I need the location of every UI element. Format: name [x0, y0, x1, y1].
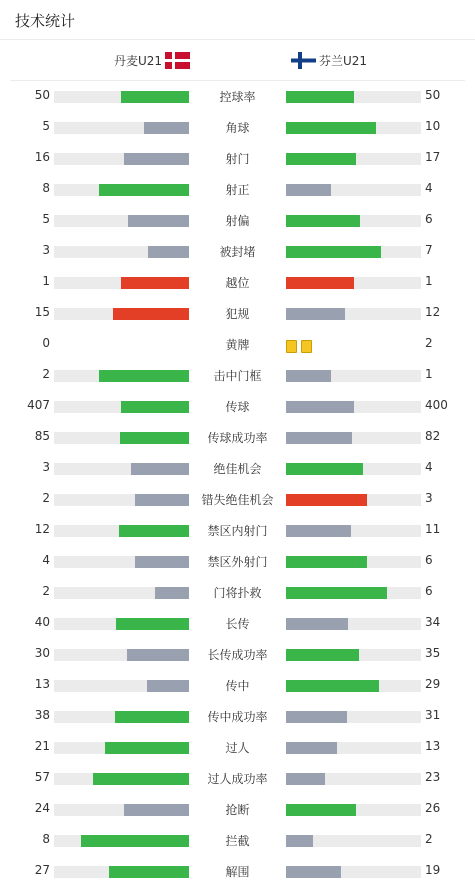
away-yellow-cards — [286, 338, 316, 357]
home-team-name: 丹麦U21 — [113, 54, 162, 68]
away-stat-bar — [286, 432, 421, 444]
home-stat-value: 16 — [34, 150, 50, 164]
away-stat-bar-fill — [286, 711, 347, 723]
home-stat-value: 57 — [34, 770, 50, 784]
away-stat-bar — [286, 804, 421, 816]
away-stat-bar-fill — [286, 463, 363, 475]
stat-label: 角球 — [225, 121, 250, 135]
stat-row — [0, 81, 475, 112]
away-stat-bar — [286, 773, 421, 785]
home-stat-bar-fill — [135, 556, 189, 568]
home-stat-bar — [54, 277, 189, 289]
stat-label: 控球率 — [219, 90, 256, 104]
home-stat-bar-fill — [147, 680, 189, 692]
home-stat-bar — [54, 308, 189, 320]
away-stat-value: 11 — [425, 522, 441, 536]
away-stat-value: 31 — [425, 708, 441, 722]
home-stat-bar-fill — [128, 215, 189, 227]
away-stat-value: 17 — [425, 150, 441, 164]
away-stat-bar — [286, 711, 421, 723]
away-stat-bar — [286, 494, 421, 506]
away-stat-bar — [286, 122, 421, 134]
home-stat-bar — [54, 525, 189, 537]
stat-row — [0, 732, 475, 763]
home-stat-value: 2 — [42, 491, 50, 505]
stat-label: 被封堵 — [219, 245, 256, 259]
away-stat-value: 1 — [425, 367, 433, 381]
stat-row — [0, 205, 475, 236]
away-stat-bar-fill — [286, 866, 341, 878]
stat-label: 传中成功率 — [207, 710, 268, 724]
stat-row — [0, 794, 475, 825]
stat-label: 传球成功率 — [207, 431, 268, 445]
home-stat-value: 15 — [34, 305, 50, 319]
away-stat-value: 2 — [425, 336, 433, 350]
away-stat-bar — [286, 835, 421, 847]
home-stat-bar-fill — [144, 122, 189, 134]
home-stat-bar-fill — [93, 773, 189, 785]
away-stat-bar — [286, 587, 421, 599]
home-stat-bar — [54, 246, 189, 258]
stat-label: 黄牌 — [225, 338, 250, 352]
home-stat-bar — [54, 618, 189, 630]
away-stat-value: 35 — [425, 646, 441, 660]
away-stat-bar-fill — [286, 804, 356, 816]
away-stat-bar — [286, 618, 421, 630]
away-stat-bar — [286, 649, 421, 661]
away-stat-bar-fill — [286, 122, 376, 134]
home-stat-bar — [54, 370, 189, 382]
stat-row — [0, 856, 475, 887]
away-stat-bar-fill — [286, 835, 313, 847]
away-stat-bar — [286, 153, 421, 165]
away-stat-bar-fill — [286, 494, 367, 506]
away-stat-bar — [286, 866, 421, 878]
away-stat-bar — [286, 463, 421, 475]
stat-row — [0, 236, 475, 267]
away-stat-bar-fill — [286, 401, 354, 413]
home-stat-bar — [54, 463, 189, 475]
home-stat-value: 2 — [42, 584, 50, 598]
stat-label: 门将扑救 — [213, 586, 262, 600]
home-stat-value: 3 — [42, 243, 50, 257]
home-stat-value: 0 — [42, 336, 50, 350]
stat-row — [0, 112, 475, 143]
stats-header — [0, 0, 475, 40]
yellow-card-icon — [301, 340, 312, 353]
home-stat-value: 38 — [34, 708, 50, 722]
home-stat-value: 40 — [34, 615, 50, 629]
stat-label: 绝佳机会 — [213, 462, 262, 476]
home-stat-bar-fill — [116, 618, 189, 630]
away-stat-value: 6 — [425, 212, 433, 226]
home-stat-bar-fill — [121, 401, 189, 413]
stat-label: 越位 — [225, 276, 250, 290]
stat-row — [0, 329, 475, 360]
home-stat-bar-fill — [99, 370, 189, 382]
away-stat-bar — [286, 370, 421, 382]
stat-label: 拦截 — [225, 834, 250, 848]
home-stat-bar — [54, 494, 189, 506]
stat-row — [0, 143, 475, 174]
stat-label: 解围 — [225, 865, 250, 879]
away-stat-bar-fill — [286, 184, 331, 196]
away-stat-bar — [286, 184, 421, 196]
stat-label: 错失绝佳机会 — [201, 493, 274, 507]
away-stat-value: 23 — [425, 770, 441, 784]
home-stat-bar — [54, 742, 189, 754]
home-stat-bar — [54, 556, 189, 568]
home-stat-bar — [54, 804, 189, 816]
home-stat-value: 8 — [42, 181, 50, 195]
away-stat-bar-fill — [286, 246, 381, 258]
home-stat-value: 407 — [27, 398, 50, 412]
stat-row — [0, 298, 475, 329]
home-stat-bar — [54, 153, 189, 165]
home-stat-value: 12 — [34, 522, 50, 536]
stat-label: 传球 — [225, 400, 250, 414]
home-stat-bar-fill — [135, 494, 189, 506]
home-stat-value: 27 — [34, 863, 50, 877]
stat-row — [0, 453, 475, 484]
away-team-name: 芬兰U21 — [319, 54, 368, 68]
home-stat-bar — [54, 587, 189, 599]
home-stat-bar-fill — [113, 308, 189, 320]
home-stat-value: 1 — [42, 274, 50, 288]
home-stat-value: 85 — [34, 429, 50, 443]
away-stat-bar-fill — [286, 370, 331, 382]
home-stat-bar-fill — [99, 184, 189, 196]
stat-label: 过人 — [225, 741, 250, 755]
away-stat-value: 26 — [425, 801, 441, 815]
home-stat-bar — [54, 122, 189, 134]
stat-label: 射正 — [225, 183, 250, 197]
home-stat-value: 21 — [34, 739, 50, 753]
stat-row — [0, 174, 475, 205]
away-stat-bar — [286, 556, 421, 568]
home-stat-bar — [54, 184, 189, 196]
stat-label: 禁区内射门 — [207, 524, 268, 538]
away-stat-bar-fill — [286, 153, 356, 165]
away-stat-value: 2 — [425, 832, 433, 846]
home-stat-value: 2 — [42, 367, 50, 381]
away-stat-value: 4 — [425, 460, 433, 474]
stat-row — [0, 701, 475, 732]
away-stat-value: 3 — [425, 491, 433, 505]
away-stat-bar-fill — [286, 277, 354, 289]
stat-row — [0, 484, 475, 515]
finland-flag-icon — [291, 52, 316, 69]
away-stat-bar — [286, 215, 421, 227]
home-stat-bar — [54, 711, 189, 723]
stat-label: 长传 — [225, 617, 250, 631]
away-stat-value: 82 — [425, 429, 441, 443]
away-stat-bar — [286, 680, 421, 692]
stat-label: 射偏 — [225, 214, 250, 228]
away-stat-bar — [286, 246, 421, 258]
stat-row — [0, 639, 475, 670]
home-stat-bar-fill — [121, 91, 189, 103]
away-stat-bar — [286, 401, 421, 413]
home-stat-value: 13 — [34, 677, 50, 691]
stat-label: 射门 — [225, 152, 250, 166]
home-stat-bar-fill — [131, 463, 189, 475]
stat-label: 过人成功率 — [207, 772, 268, 786]
home-stat-bar-fill — [148, 246, 189, 258]
away-stat-bar-fill — [286, 649, 359, 661]
home-stat-bar-fill — [105, 742, 189, 754]
stats-list — [0, 81, 475, 887]
stat-label: 长传成功率 — [207, 648, 268, 662]
stat-row — [0, 763, 475, 794]
yellow-card-icon — [286, 340, 297, 353]
away-stat-bar-fill — [286, 773, 325, 785]
away-stat-bar-fill — [286, 587, 387, 599]
home-stat-value: 8 — [42, 832, 50, 846]
away-stat-value: 29 — [425, 677, 441, 691]
away-stat-bar-fill — [286, 680, 379, 692]
away-stat-value: 19 — [425, 863, 441, 877]
away-stat-value: 4 — [425, 181, 433, 195]
denmark-flag-icon — [165, 52, 190, 69]
away-stat-value: 34 — [425, 615, 441, 629]
away-stat-bar-fill — [286, 525, 351, 537]
away-stat-value: 1 — [425, 274, 433, 288]
home-stat-bar — [54, 432, 189, 444]
home-stat-bar-fill — [119, 525, 189, 537]
stat-label: 传中 — [225, 679, 250, 693]
home-stat-bar-fill — [124, 804, 189, 816]
away-stat-bar — [286, 277, 421, 289]
home-stat-bar — [54, 773, 189, 785]
home-stat-bar-fill — [155, 587, 189, 599]
stat-row — [0, 422, 475, 453]
stat-row — [0, 546, 475, 577]
home-stat-bar — [54, 680, 189, 692]
away-stat-bar-fill — [286, 215, 360, 227]
away-stat-value: 13 — [425, 739, 441, 753]
home-stat-bar-fill — [109, 866, 189, 878]
away-stat-bar — [286, 525, 421, 537]
away-stat-bar — [286, 91, 421, 103]
stat-label: 击中门框 — [213, 369, 262, 383]
stat-label: 禁区外射门 — [207, 555, 268, 569]
away-stat-bar — [286, 742, 421, 754]
home-stat-bar — [54, 91, 189, 103]
stat-row — [0, 577, 475, 608]
away-stat-value: 50 — [425, 88, 441, 102]
away-stat-bar-fill — [286, 432, 352, 444]
home-stat-value: 3 — [42, 460, 50, 474]
stat-row — [0, 515, 475, 546]
home-stat-bar — [54, 215, 189, 227]
home-stat-bar — [54, 649, 189, 661]
home-stat-bar-fill — [120, 432, 189, 444]
home-stat-bar — [54, 866, 189, 878]
stat-row — [0, 670, 475, 701]
away-stat-bar-fill — [286, 91, 354, 103]
home-stat-value: 4 — [42, 553, 50, 567]
page-title: 技术统计 — [15, 12, 76, 30]
away-stat-value: 6 — [425, 584, 433, 598]
stat-label: 犯规 — [225, 307, 250, 321]
home-stat-bar — [54, 835, 189, 847]
home-stat-value: 24 — [34, 801, 50, 815]
home-stat-bar-fill — [81, 835, 189, 847]
away-stat-value: 6 — [425, 553, 433, 567]
away-stat-bar — [286, 308, 421, 320]
away-stat-value: 10 — [425, 119, 441, 133]
away-stat-bar-fill — [286, 742, 337, 754]
away-stat-value: 12 — [425, 305, 441, 319]
away-stat-value: 400 — [425, 398, 448, 412]
away-stat-bar-fill — [286, 618, 348, 630]
away-stat-value: 7 — [425, 243, 433, 257]
home-stat-bar-fill — [121, 277, 189, 289]
away-stat-bar-fill — [286, 556, 367, 568]
home-stat-value: 5 — [42, 119, 50, 133]
home-stat-value: 50 — [34, 88, 50, 102]
home-stat-bar-fill — [115, 711, 189, 723]
stat-row — [0, 825, 475, 856]
stat-row — [0, 391, 475, 422]
home-stat-value: 5 — [42, 212, 50, 226]
stat-row — [0, 608, 475, 639]
stat-label: 抢断 — [225, 803, 250, 817]
stat-row — [0, 267, 475, 298]
home-stat-value: 30 — [34, 646, 50, 660]
home-stat-bar-fill — [127, 649, 189, 661]
away-stat-bar-fill — [286, 308, 345, 320]
stat-row — [0, 360, 475, 391]
home-stat-bar-fill — [124, 153, 189, 165]
teams-bar — [10, 40, 465, 81]
home-stat-bar — [54, 401, 189, 413]
